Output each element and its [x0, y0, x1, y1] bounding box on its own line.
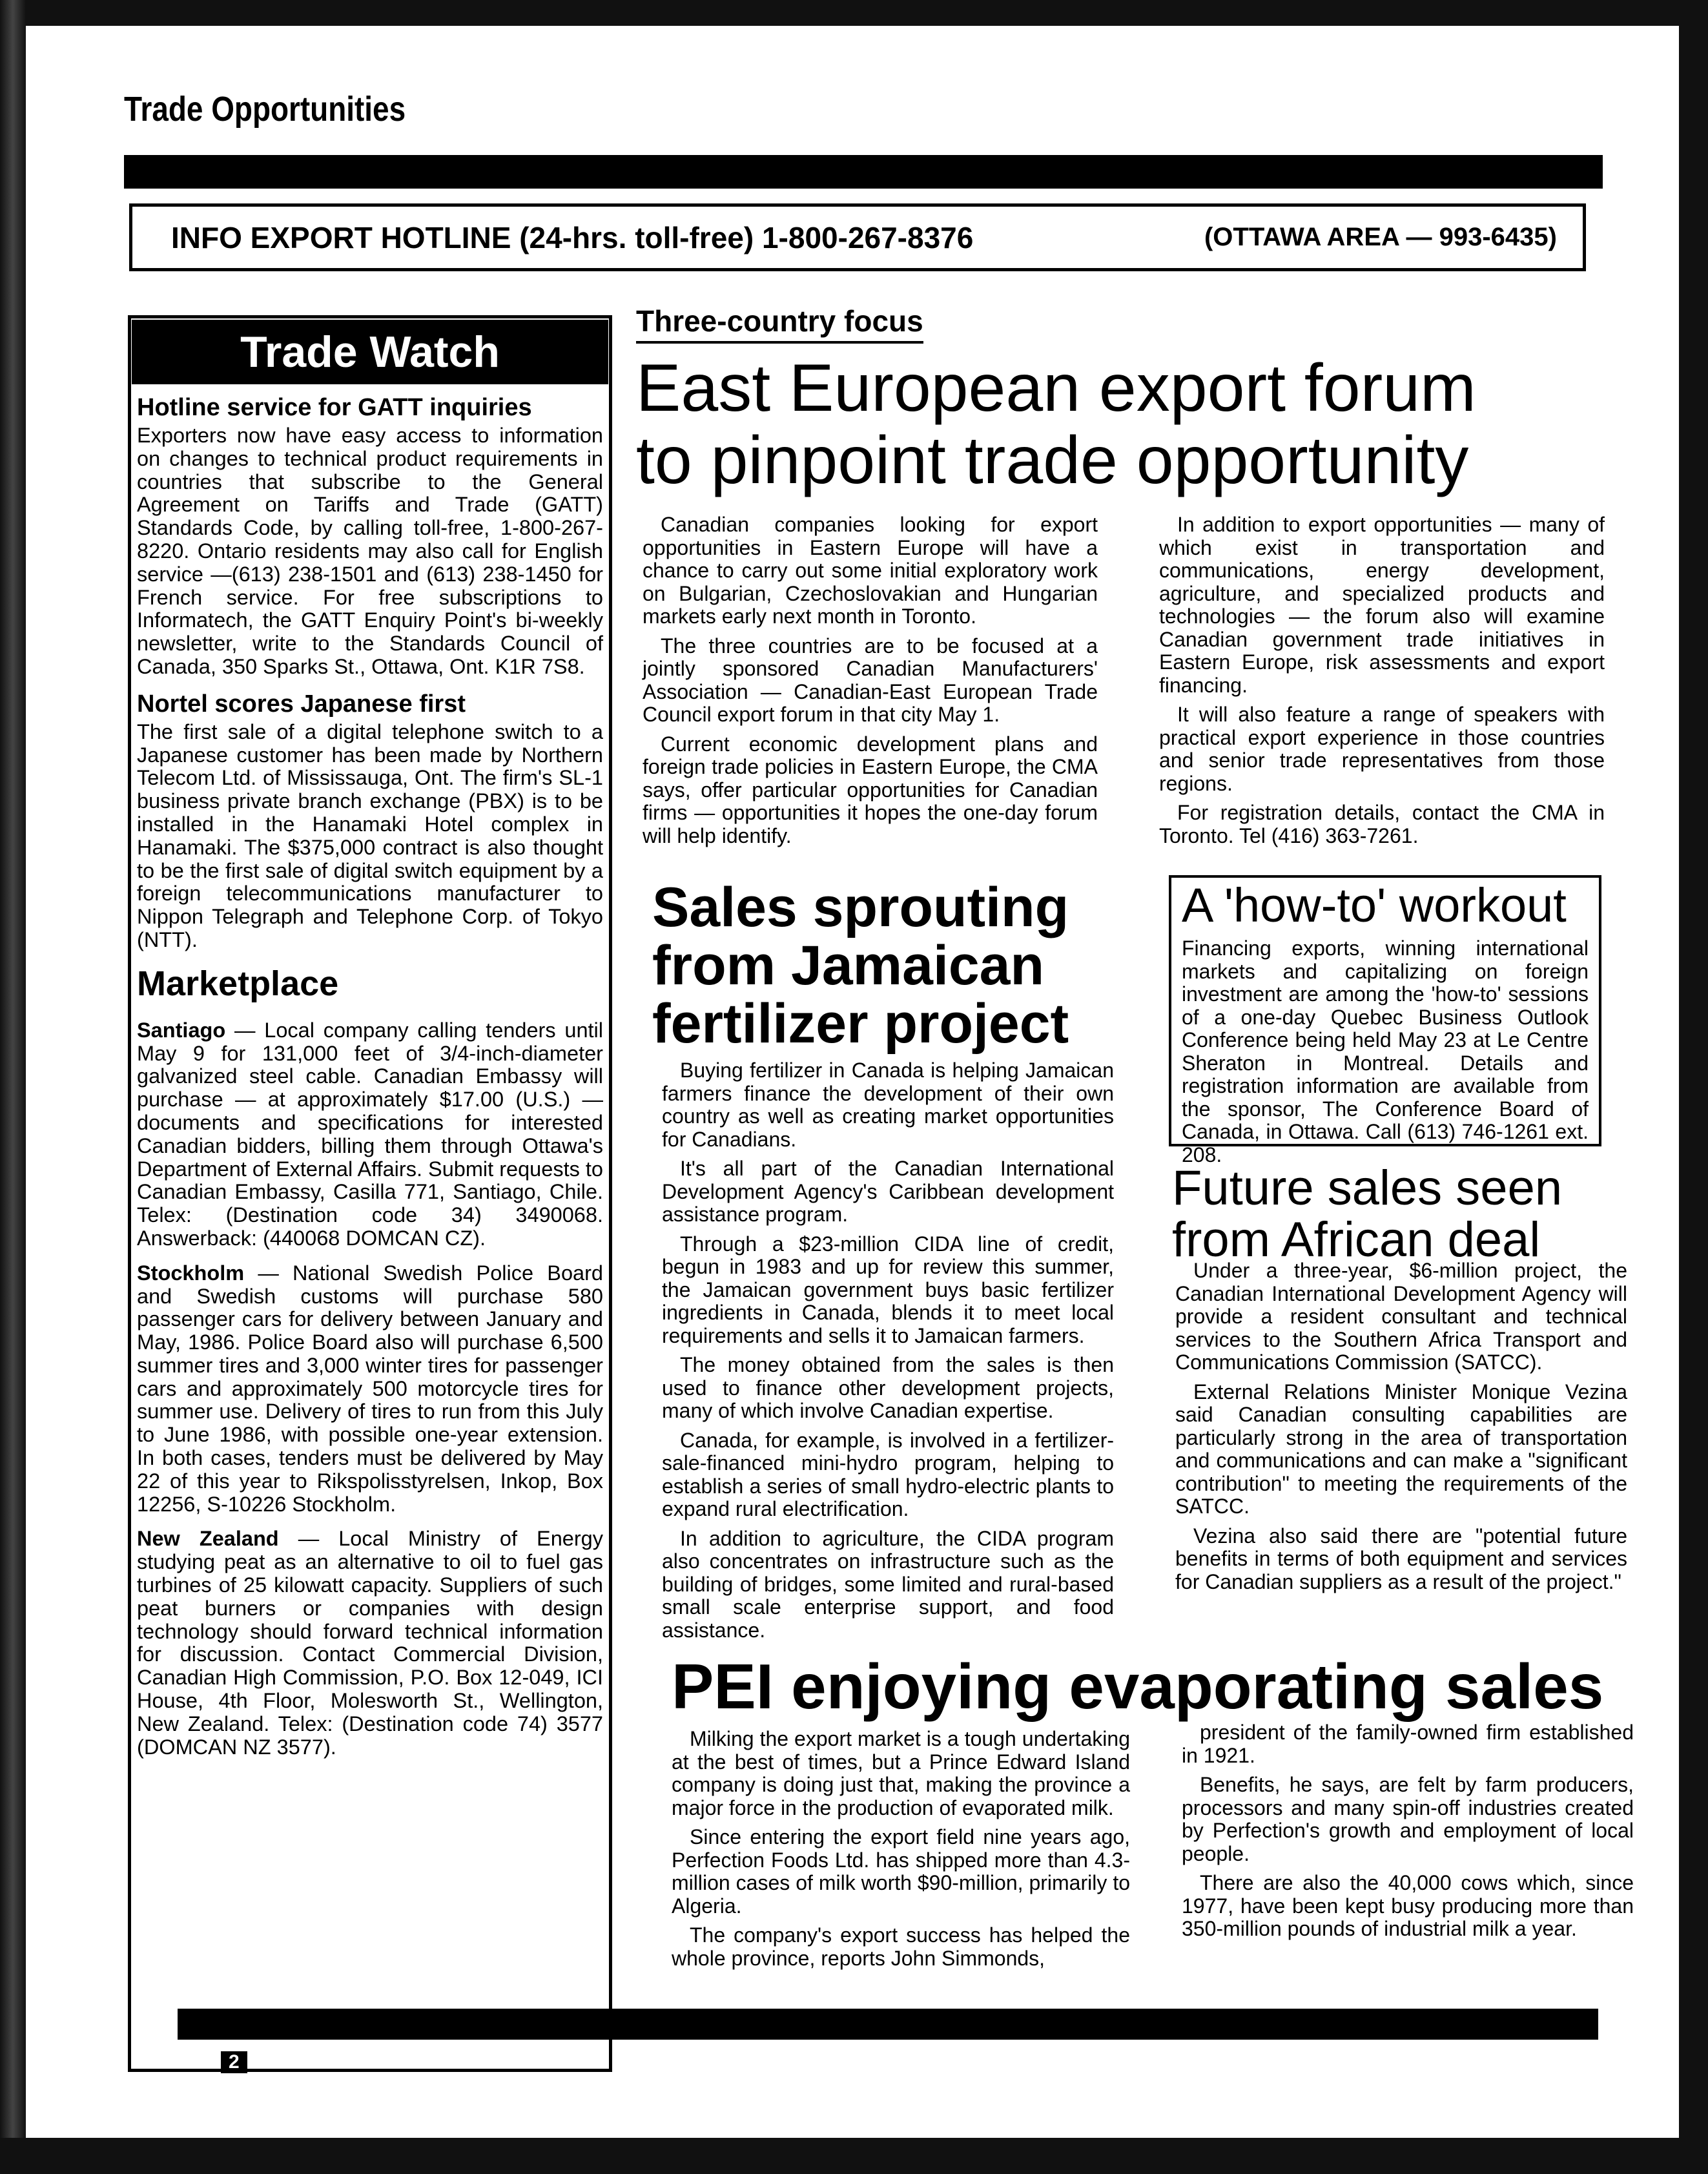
- item-body: The first sale of a digital telephone switch to a Japanese customer has been made by Northern Telecom Ltd. of Mississauga, Ont. The firm's SL-1 business private branch exchange (PBX) is to be installed in the Hanamaki Hotel complex in Hanamaki. The $375,000 contract is also thought to be the first sale of digital switch equipment by a foreign telecommunications manufacturer to Nippon Telegraph and Telephone Corp. of Tokyo (NTT).: [137, 719, 603, 951]
- paragraph: Buying fertilizer in Canada is helping Jamaican farmers finance the development of their own country as well as creating market opportunities for Canadians.: [662, 1059, 1114, 1151]
- hotline-label: INFO EXPORT HOTLINE (24-hrs. toll-free) 1-800-267-8376: [171, 220, 974, 254]
- paragraph: The three countries are to be focused at a jointly sponsored Canadian Manufacturers' Association — Canadian-East European Trade Council export forum in that city May 1.: [643, 634, 1098, 726]
- marketplace-item: [137, 1527, 603, 1759]
- paragraph: There are also the 40,000 cows which, since 1977, have been kept busy producing more than 350-million pounds of industrial milk a year.: [1182, 1871, 1634, 1940]
- paragraph: Canadian companies looking for export opportunities in Eastern Europe will have a chance to carry out some initial exploratory work on Bulgarian, Czechoslovakian and Hungarian markets early next month in Toronto.: [643, 513, 1098, 628]
- paragraph: president of the family-owned firm established in 1921.: [1182, 1721, 1634, 1767]
- marketplace-place: Santiago: [137, 1018, 226, 1042]
- hotline-ottawa: (OTTAWA AREA — 993-6435): [1204, 223, 1557, 251]
- item-heading: Hotline service for GATT inquiries: [137, 394, 532, 421]
- headline-line: fertilizer project: [652, 993, 1069, 1055]
- forum-column-1: [643, 513, 1098, 854]
- paragraph: Under a three-year, $6-million project, the Canadian International Development Agency will provide a resident consultant and technical services to the Southern Africa Transport and Communications Commission (SATCC).: [1175, 1259, 1627, 1374]
- headline: [636, 352, 1476, 497]
- howto-title: A 'how-to' workout: [1182, 878, 1567, 932]
- jamaica-column: [662, 1059, 1114, 1648]
- paragraph: External Relations Minister Monique Vezina said Canadian consulting capabilities are particularly strong in the area of transportation and communications and can make a "significant contribution" to meeting the requirements of the SATCC.: [1175, 1380, 1627, 1518]
- marketplace-place: New Zealand: [137, 1527, 279, 1551]
- header-rule: [124, 155, 1603, 189]
- trade-watch-title: Trade Watch: [132, 320, 608, 384]
- paragraph: Through a $23-million CIDA line of credit, begun in 1983 and up for review this summer, the Jamaican government buys basic fertilizer ingredients in Canada, blends it to meet local requirements and sells it to Jamaican farmers.: [662, 1232, 1114, 1347]
- howto-body: Financing exports, winning international markets and capitalizing on foreign investment are among the 'how-to' sessions of a one-day Quebec Business Outlook Conference being held May 23 at Le Centre Sheraton in Montreal. Details and registration information are available from the sponsor, The Conference Board of Canada, in Ottawa. Call (613) 746-1261 ext. 208.: [1182, 937, 1589, 1166]
- paragraph: The money obtained from the sales is then used to finance other development projects, many of which involve Canadian expertise.: [662, 1353, 1114, 1422]
- marketplace-item: [137, 1262, 603, 1517]
- africa-headline: [1172, 1163, 1562, 1266]
- headline-line: East European export forum: [636, 351, 1476, 426]
- marketplace-title: Marketplace: [137, 964, 339, 1003]
- paragraph: Milking the export market is a tough undertaking at the best of times, but a Prince Edward Island company is doing just that, making the province a major force in the production of evaporated milk.: [672, 1727, 1130, 1819]
- kicker: Three-country focus: [636, 304, 923, 344]
- headline-line: to pinpoint trade opportunity: [636, 423, 1469, 498]
- paragraph: Current economic development plans and foreign trade policies in Eastern Europe, the CMA says, offer particular opportunities for Canadian firms — opportunities it hopes the one-day forum will help identify.: [643, 732, 1098, 847]
- marketplace-body: — Local company calling tenders until May 9 for 131,000 feet of 3/4-inch-diameter galvanized steel cable. Canadian Embassy will purchase — at approximately $17.00 (U.S.) — documents and specifications for interested Canadian bidders, billing them through Ottawa's Department of External Affairs. Submit requests to Canadian Embassy, Casilla 771, Santiago, Chile. Telex: (Destination code 34) 3490068. Answerback: (440068 DOMCAN CZ).: [137, 1018, 603, 1250]
- howto-box: [1169, 875, 1601, 1166]
- paragraph: Since entering the export field nine years ago, Perfection Foods Ltd. has shipped more than 4.3-million cases of milk worth $90-million, primarily to Algeria.: [672, 1825, 1130, 1918]
- paragraph: For registration details, contact the CMA in Toronto. Tel (416) 363-7261.: [1159, 801, 1605, 847]
- item-body: Exporters now have easy access to information on changes to technical product requirements in countries that subscribe to the General Agreement on Tariffs and Trade (GATT) Standards Code, by calling toll-free, 1-800-267-8220. Ontario residents may also call for English service —(613) 238-1501 and (613) 238-1450 for French service. For free subscriptions to Informatech, the GATT Enquiry Point's bi-weekly newsletter, write to the Standards Council of Canada, 350 Sparks St., Ottawa, Ont. K1R 7S8.: [137, 424, 603, 678]
- paragraph: In addition to agriculture, the CIDA program also concentrates on infrastructure such as the building of bridges, some limited and rural-based small scale enterprise support, and food assistance.: [662, 1526, 1114, 1642]
- scan-right-edge: [1679, 0, 1708, 2174]
- hotline-banner: [129, 203, 1586, 271]
- pei-headline: PEI enjoying evaporating sales: [672, 1651, 1604, 1722]
- scan-binding-edge: [0, 0, 26, 2174]
- paragraph: It's all part of the Canadian International Development Agency's Caribbean development assistance program.: [662, 1157, 1114, 1226]
- paragraph: The company's export success has helped the whole province, reports John Simmonds,: [672, 1923, 1130, 1970]
- pei-column-1: [672, 1728, 1130, 1976]
- marketplace-body: — Local Ministry of Energy studying peat as an alternative to oil to fuel gas turbines of 25 kilowatt capacity. Suppliers of such peat burners or companies with design technology should forward technical information for discussion. Contact Commercial Division, Canadian High Commission, P.O. Box 12-049, ICI House, 4th Floor, Molesworth St., Wellington, New Zealand. Telex: (Destination code 74) 3577 (DOMCAN NZ 3577).: [137, 1527, 603, 1759]
- pei-column-2: [1182, 1721, 1634, 1947]
- jamaica-headline: [652, 878, 1069, 1053]
- forum-column-2: [1159, 513, 1605, 854]
- page-number: 2: [221, 2051, 247, 2073]
- trade-watch-column: [137, 394, 603, 1770]
- marketplace-place: Stockholm: [137, 1261, 245, 1285]
- paragraph: In addition to export opportunities — many of which exist in transportation and communications, energy development, agriculture, and specialized products and technologies — the forum also will examine Canadian government trade initiatives in Eastern Europe, risk assessments and export financing.: [1159, 513, 1605, 697]
- paragraph: Vezina also said there are "potential future benefits in terms of both equipment and services for Canadian suppliers as a result of the project.": [1175, 1524, 1627, 1593]
- headline-line: Future sales seen: [1172, 1161, 1563, 1216]
- footer-rule: [178, 2009, 1598, 2040]
- marketplace-body: — National Swedish Police Board and Swedish customs will purchase 580 passenger cars for delivery between January and May, 1986. Police Board also will purchase 6,500 summer tires and 3,000 winter tires for passenger cars and approximately 500 motorcycle tires for summer use. Delivery of tires to run from this July to June 1986, with possible one-year extension. In both cases, tenders must be delivered by May 22 of this year to Rikspolisstyrelsen, Inkop, Box 12256, S-10226 Stockholm.: [137, 1261, 603, 1516]
- headline-line: from African deal: [1172, 1212, 1541, 1267]
- marketplace-item: [137, 1019, 603, 1250]
- headline-line: Sales sprouting: [652, 876, 1069, 938]
- paragraph: It will also feature a range of speakers with practical export experience in those countries and senior trade representatives from those regions.: [1159, 703, 1605, 795]
- africa-column: [1175, 1259, 1627, 1600]
- item-heading: Nortel scores Japanese first: [137, 690, 466, 718]
- scan-top-edge: [0, 0, 1708, 26]
- paragraph: Canada, for example, is involved in a fertilizer-sale-financed mini-hydro program, helping to establish a series of small hydro-electric plants to expand rural electrification.: [662, 1428, 1114, 1520]
- headline-line: from Jamaican: [652, 935, 1045, 997]
- paragraph: Benefits, he says, are felt by farm producers, processors and many spin-off industries created by Perfection's growth and employment of local people.: [1182, 1773, 1634, 1865]
- scan-bottom-edge: [0, 2138, 1708, 2174]
- section-title: Trade Opportunities: [124, 90, 406, 129]
